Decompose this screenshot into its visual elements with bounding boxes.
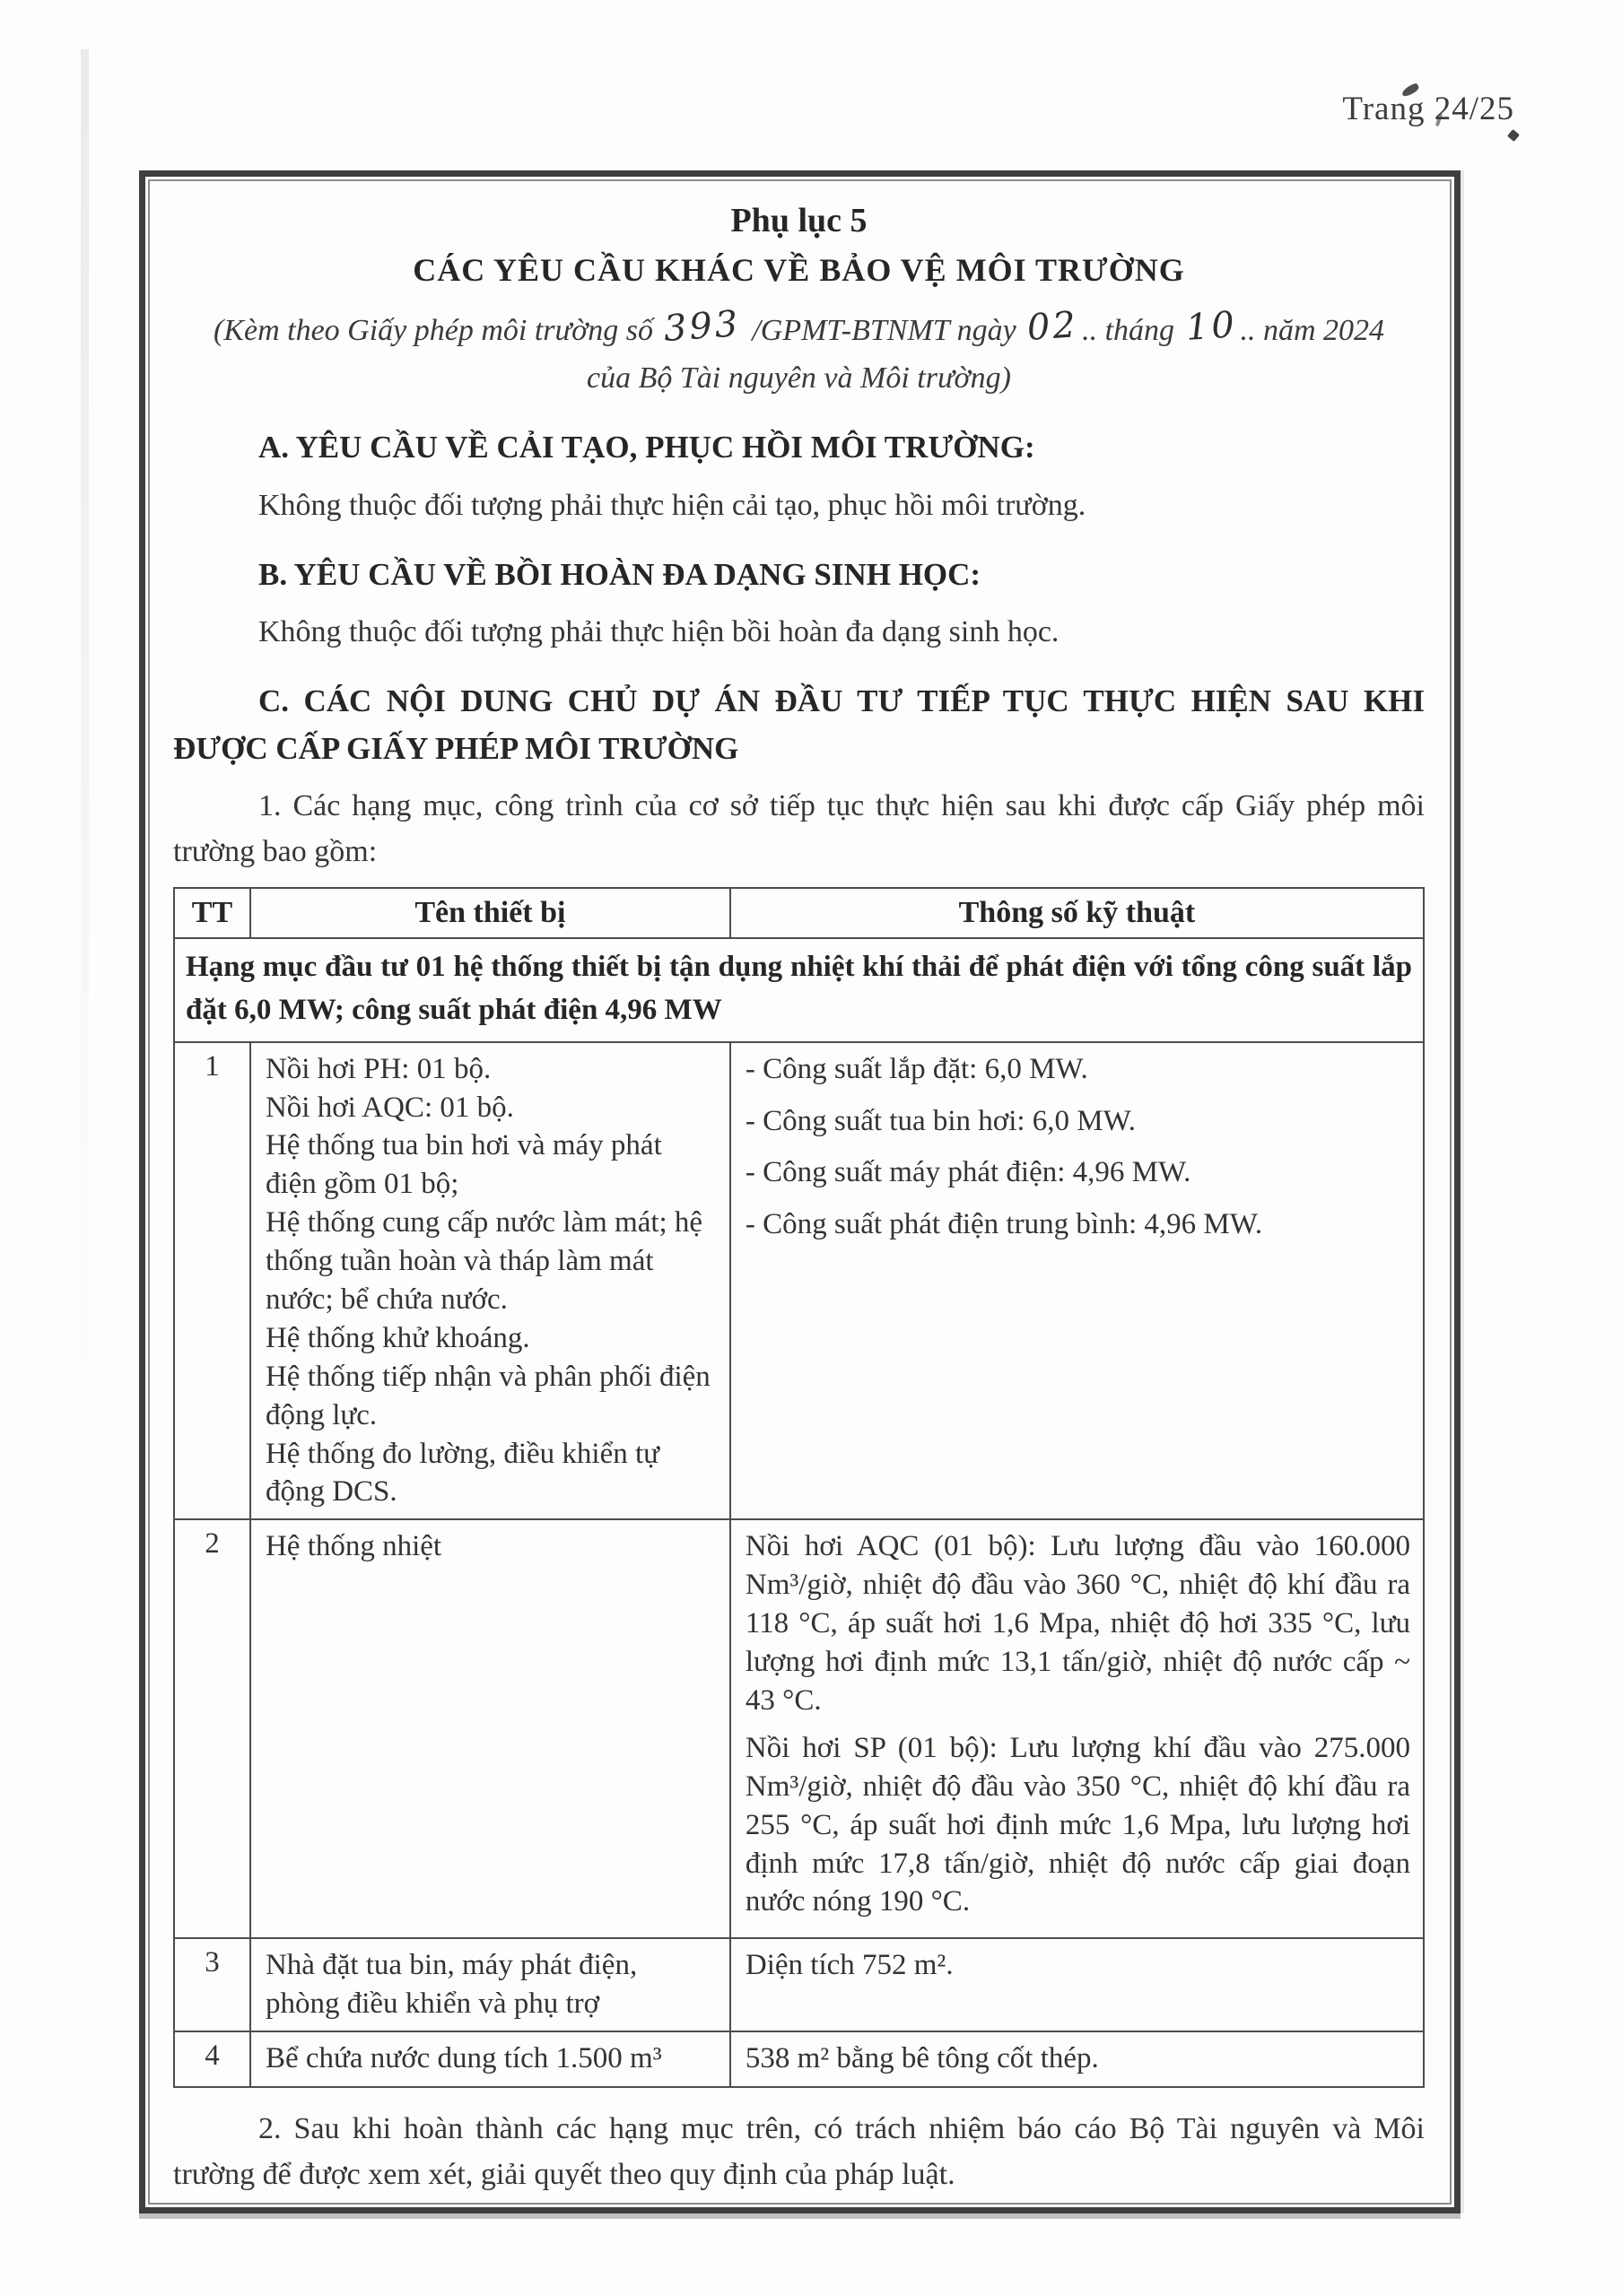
text-line: Nồi hơi AQC (01 bộ): Lưu lượng đầu vào 160.000 Nm³/giờ, nhiệt độ đầu vào 360 °C, nhiệt độ khí đầu ra 118 °C, áp suất hơi 1,6 Mpa, nhiệt độ hơi 335 °C, lưu lượng hơi định mức 13,1 tấn/giờ, nhiệt độ nước cấp ~ 43 °C. <box>745 1530 1410 1717</box>
paragraph-1: 1. Các hạng mục, công trình của cơ sở tiếp tục thực hiện sau khi được cấp Giấy phép môi trường bao gồm: <box>173 789 1425 868</box>
document-content <box>150 181 1450 2203</box>
permit-month-handwritten: 10 <box>1183 304 1238 349</box>
document-title: CÁC YÊU CẦU KHÁC VỀ BẢO VỆ MÔI TRƯỜNG <box>413 252 1185 288</box>
text-line: Nồi hơi SP (01 bộ): Lưu lượng khí đầu vào 275.000 Nm³/giờ, nhiệt độ đầu vào 350 °C, nhiệt độ khí đầu ra 255 °C, áp suất hơi định mức 1,6 Mpa, lưu lượng hơi định mức 17,8 tấn/giờ, nhiệt độ nước cấp giai đoạn nước nóng 190 °C. <box>745 1731 1410 1918</box>
table-header-row <box>174 888 1424 938</box>
cell-tt-4: 4 <box>174 2031 250 2087</box>
cell-equipment-3 <box>250 1938 730 2031</box>
permit-subtitle <box>200 301 1398 401</box>
cell-equipment-4 <box>250 2031 730 2087</box>
header-cell-tt: TT <box>174 888 250 938</box>
ink-mark-3 <box>1507 129 1520 142</box>
text-line: Hệ thống khử khoáng. <box>265 1321 530 1354</box>
subtitle-pre: (Kèm theo Giấy phép môi trường số <box>213 314 661 347</box>
text-line: 538 m² bằng bê tông cốt thép. <box>745 2042 1099 2075</box>
document-frame <box>139 170 1461 2213</box>
subtitle-mid3: .. năm 2024 <box>1240 314 1385 347</box>
cell-specs-3 <box>730 1938 1424 2031</box>
text-line: - Công suất phát điện trung bình: 4,96 MW. <box>745 1208 1263 1241</box>
scan-streak-artifact <box>81 49 89 1395</box>
text-line: Hệ thống tua bin hơi và máy phát điện gồm 01 bộ; <box>265 1129 662 1201</box>
header-cell-specs: Thông số kỹ thuật <box>730 888 1424 938</box>
section-c-heading: C. CÁC NỘI DUNG CHỦ DỰ ÁN ĐẦU TƯ TIẾP TỤC THỰC HIỆN SAU KHI ĐƯỢC CẤP GIẤY PHÉP MÔI TRƯỜNG <box>173 683 1425 766</box>
text-line: - Công suất máy phát điện: 4,96 MW. <box>745 1156 1191 1189</box>
section-a-body: Không thuộc đối tượng phải thực hiện cải tạo, phục hồi môi trường. <box>258 488 1086 522</box>
text-line: Hệ thống đo lường, điều khiển tự động DCS. <box>265 1437 660 1509</box>
cell-tt-1: 1 <box>174 1042 250 1520</box>
cell-tt-3: 3 <box>174 1938 250 2031</box>
text-line: - Công suất tua bin hơi: 6,0 MW. <box>745 1104 1137 1137</box>
text-line: Nồi hơi AQC: 01 bộ. <box>265 1091 514 1124</box>
text-line: Bể chứa nước dung tích 1.500 m³ <box>265 2042 662 2075</box>
text-line: Hệ thống nhiệt <box>265 1530 442 1563</box>
table-row-4 <box>174 2031 1424 2087</box>
subtitle-mid2: .. tháng <box>1082 314 1182 347</box>
table-row-3 <box>174 1938 1424 2031</box>
section-b-heading: B. YÊU CẦU VỀ BỒI HOÀN ĐA DẠNG SINH HỌC: <box>258 556 981 592</box>
cell-equipment-1 <box>250 1042 730 1520</box>
text-line: Nồi hơi PH: 01 bộ. <box>265 1052 492 1085</box>
paragraph-2: 2. Sau khi hoàn thành các hạng mục trên, có trách nhiệm báo cáo Bộ Tài nguyên và Môi trường để được xem xét, giải quyết theo quy định của pháp luật. <box>173 2112 1425 2192</box>
table-group-row <box>174 938 1424 1042</box>
permit-day-handwritten: 02 <box>1025 304 1080 349</box>
permit-number-handwritten: 393 <box>662 303 743 350</box>
text-line: Nhà đặt tua bin, máy phát điện, phòng điều khiển và phụ trợ <box>265 1949 638 2021</box>
group-row-cell: Hạng mục đầu tư 01 hệ thống thiết bị tận dụng nhiệt khí thải để phát điện với tổng công suất lắp đặt 6,0 MW; công suất phát điện 4,96 MW <box>174 938 1424 1042</box>
header-cell-equipment: Tên thiết bị <box>250 888 730 938</box>
equipment-table <box>173 887 1425 2088</box>
cell-specs-1 <box>730 1042 1424 1520</box>
table-row-2 <box>174 1519 1424 1938</box>
text-line: Hệ thống tiếp nhận và phân phối điện động lực. <box>265 1360 711 1431</box>
section-a-heading: A. YÊU CẦU VỀ CẢI TẠO, PHỤC HỒI MÔI TRƯỜNG: <box>258 430 1035 465</box>
text-line: Diện tích 752 m². <box>745 1949 954 1982</box>
subtitle-mid1: /GPMT-BTNMT ngày <box>744 314 1025 347</box>
cell-specs-4 <box>730 2031 1424 2087</box>
subtitle-line2: của Bộ Tài nguyên và Môi trường) <box>587 361 1011 395</box>
cell-tt-2: 2 <box>174 1519 250 1938</box>
text-line: Hệ thống cung cấp nước làm mát; hệ thống tuần hoàn và tháp làm mát nước; bể chứa nước. <box>265 1206 703 1317</box>
cell-equipment-2 <box>250 1519 730 1938</box>
section-b-body: Không thuộc đối tượng phải thực hiện bồi hoàn đa dạng sinh học. <box>258 615 1060 648</box>
cell-specs-2 <box>730 1519 1424 1938</box>
table-row-1 <box>174 1042 1424 1520</box>
page-number-label: Trang 24/25 <box>1342 91 1514 127</box>
appendix-title: Phụ lục 5 <box>730 202 868 239</box>
text-line: - Công suất lắp đặt: 6,0 MW. <box>745 1052 1088 1085</box>
